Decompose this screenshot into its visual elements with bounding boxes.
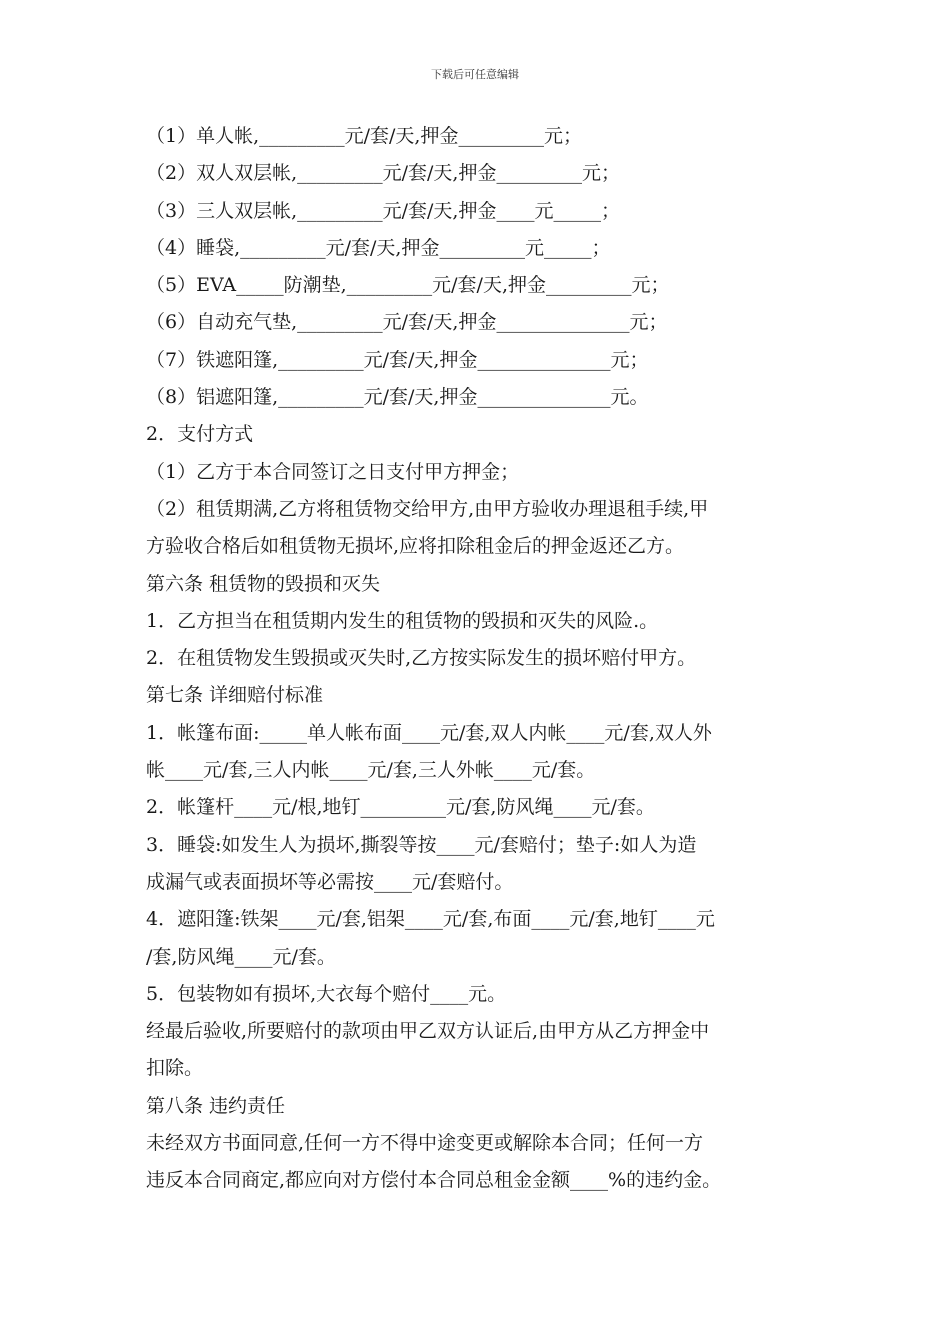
- paragraph-line: 成漏气或表面损坏等必需按____元/套赔付。: [146, 870, 514, 893]
- paragraph-line: 1．乙方担当在租赁期内发生的租赁物的毁损和灭失的风险.。: [146, 609, 659, 632]
- paragraph-line: （1）乙方于本合同签订之日支付甲方押金；: [146, 460, 520, 483]
- paragraph-line: 扣除。: [146, 1057, 204, 1080]
- article-8-heading: 第八条 违约责任: [146, 1094, 286, 1117]
- line-rate-air-mat: （6）自动充气垫,_________元/套/天,押金______________元；: [146, 311, 668, 334]
- paragraph-line: 1．帐篷布面:_____单人帐布面____元/套,双人内帐____元/套,双人外: [146, 721, 712, 744]
- line-rate-sleeping-bag: （4）睡袋,_________元/套/天,押金_________元_____；: [146, 236, 611, 259]
- article-6-heading: 第六条 租赁物的毁损和灭失: [146, 572, 381, 595]
- paragraph-line: 3．睡袋:如发生人为损坏,撕裂等按____元/套赔付；垫子:如人为造: [146, 833, 697, 856]
- line-rate-aluminum-awning: （8）铝遮阳篷,_________元/套/天,押金______________元。: [146, 386, 649, 409]
- line-rate-triple-tent: （3）三人双层帐,_________元/套/天,押金____元_____；: [146, 199, 620, 222]
- paragraph-line: /套,防风绳____元/套。: [146, 945, 336, 968]
- paragraph-line: 2．帐篷杆____元/根,地钉_________元/套,防风绳____元/套。: [146, 796, 655, 819]
- paragraph-line: 经最后验收,所要赔付的款项由甲乙双方认证后,由甲方从乙方押金中: [146, 1020, 710, 1043]
- paragraph-line: （2）租赁期满,乙方将租赁物交给甲方,由甲方验收办理退租手续,甲: [146, 497, 709, 520]
- line-rate-iron-awning: （7）铁遮阳篷,_________元/套/天,押金______________元；: [146, 348, 649, 371]
- paragraph-line: 方验收合格后如租赁物无损坏,应将扣除租金后的押金返还乙方。: [146, 535, 685, 558]
- line-rate-eva-mat: （5）EVA_____防潮垫,_________元/套/天,押金_________元；: [146, 274, 670, 297]
- paragraph-line: 帐____元/套,三人内帐____元/套,三人外帐____元/套。: [146, 759, 596, 782]
- paragraph-line: 5．包装物如有损坏,大衣每个赔付____元。: [146, 982, 507, 1005]
- paragraph-line: 2．在租赁物发生毁损或灭失时,乙方按实际发生的损坏赔付甲方。: [146, 647, 697, 670]
- paragraph-line: 未经双方书面同意,任何一方不得中途变更或解除本合同；任何一方: [146, 1132, 704, 1155]
- article-7-heading: 第七条 详细赔付标准: [146, 684, 324, 707]
- section-payment-heading: 2．支付方式: [146, 423, 254, 446]
- paragraph-line: 违反本合同商定,都应向对方偿付本合同总租金金额____%的违约金。: [146, 1169, 722, 1192]
- line-rate-single-tent: （1）单人帐,_________元/套/天,押金_________元；: [146, 125, 582, 147]
- document-body: [146, 118, 816, 1200]
- paragraph-line: 4．遮阳篷:铁架____元/套,铝架____元/套,布面____元/套,地钉____元: [146, 908, 715, 931]
- page-header: 下载后可任意编辑: [431, 68, 519, 81]
- line-rate-double-tent: （2）双人双层帐,_________元/套/天,押金_________元；: [146, 162, 620, 185]
